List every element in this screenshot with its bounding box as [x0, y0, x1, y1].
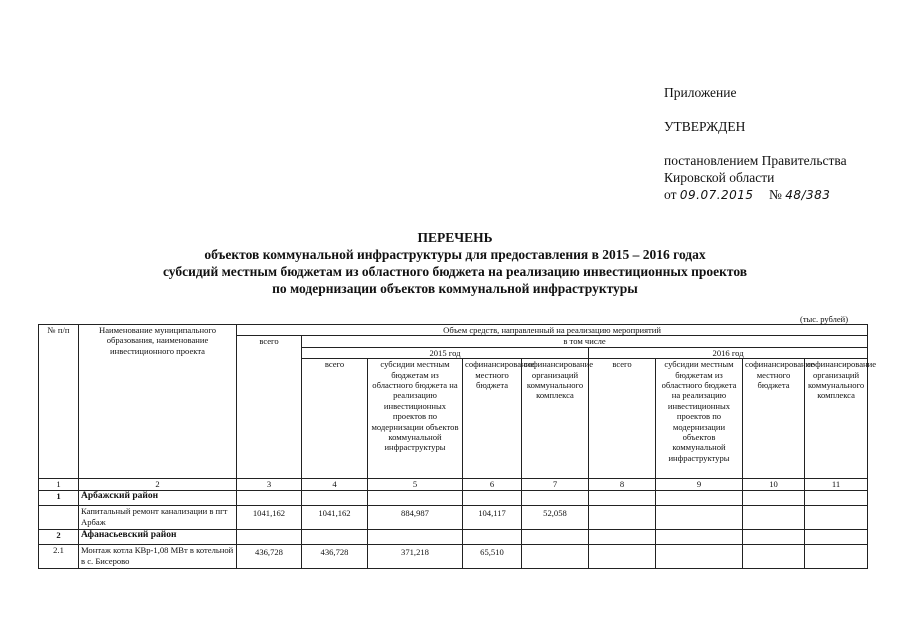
cell-2015-local: 65,510 [463, 545, 522, 569]
cell-2016-local [743, 545, 805, 569]
header-2015-local: софинансирование местного бюджета [463, 359, 522, 479]
table-row-project [39, 545, 868, 569]
cell-2016-complex [805, 545, 868, 569]
cell-2015-subsidy: 884,987 [368, 506, 463, 530]
cell-2015-total: 1041,162 [302, 506, 368, 530]
cell-2016-complex [805, 506, 868, 530]
cell-2016-total [589, 506, 656, 530]
row-num: 1 [39, 491, 79, 506]
header-row-1 [39, 325, 868, 336]
index-cell: 8 [589, 479, 656, 491]
header-2015-total: всего [302, 359, 368, 479]
table-row-district [39, 491, 868, 506]
title-line-3: по модернизации объектов коммунальной инфраструктуры [272, 281, 638, 296]
index-cell: 6 [463, 479, 522, 491]
header-2016-total: всего [589, 359, 656, 479]
cell-2016-subsidy [656, 506, 743, 530]
index-cell: 7 [522, 479, 589, 491]
index-cell: 11 [805, 479, 868, 491]
appendix-label: Приложение [664, 85, 737, 100]
header-2015-subsidy: субсидии местным бюджетам из областного бюджета на реализацию инвестиционных проектов по модернизации объектов коммунальной инфраструктуры [368, 359, 463, 479]
header-2016-subsidy: субсидии местным бюджетам из областного бюджета на реализацию инвестиционных проектов по модернизации объектов коммунальной инфраструктуры [656, 359, 743, 479]
cell-total: 1041,162 [237, 506, 302, 530]
objects-table [38, 324, 877, 569]
cell-2016-subsidy [656, 545, 743, 569]
district-name: Афанасьевский район [79, 530, 237, 545]
row-num [39, 506, 79, 530]
number-label: № [768, 187, 782, 202]
index-cell: 5 [368, 479, 463, 491]
approval-block [664, 84, 847, 204]
approved-label: УТВЕРЖДЕН [664, 119, 746, 134]
cell-total: 436,728 [237, 545, 302, 569]
cell-2015-local: 104,117 [463, 506, 522, 530]
units-note: (тыс. рублей) [800, 314, 849, 324]
header-2016-complex: софинансирование организаций коммунального комплекса [805, 359, 868, 479]
cell-2015-subsidy: 371,218 [368, 545, 463, 569]
table-row-district [39, 530, 868, 545]
project-name: Монтаж котла КВр-1,08 МВт в котельной в с. Бисерово [79, 545, 237, 569]
title-line-1: объектов коммунальной инфраструктуры для предоставления в 2015 – 2016 годах [204, 247, 706, 262]
title-heading: ПЕРЕЧЕНЬ [417, 230, 493, 245]
project-name: Капитальный ремонт канализации в пгт Арбаж [79, 506, 237, 530]
row-num: 2.1 [39, 545, 79, 569]
index-cell: 3 [237, 479, 302, 491]
title-line-2: субсидий местным бюджетам из областного бюджета на реализацию инвестиционных проектов [162, 264, 748, 279]
header-volume: Объем средств, направленный на реализацию мероприятий [237, 325, 868, 336]
index-cell: 4 [302, 479, 368, 491]
header-2015-complex: софинансирование организаций коммунального комплекса [522, 359, 589, 479]
date-prefix: от [664, 187, 677, 202]
header-including: в том числе [302, 336, 868, 347]
index-cell: 10 [743, 479, 805, 491]
document-title [40, 229, 870, 297]
index-cell: 2 [79, 479, 237, 491]
decree-line-2: Кировской области [664, 170, 775, 185]
header-year-2015: 2015 год [302, 347, 589, 358]
decree-number: 48/383 [785, 188, 831, 202]
row-num: 2 [39, 530, 79, 545]
table-row-project [39, 506, 868, 530]
cell-2015-total: 436,728 [302, 545, 368, 569]
decree-date-number [664, 186, 847, 204]
column-index-row [39, 479, 868, 491]
index-cell: 1 [39, 479, 79, 491]
header-2016-local: софинансирование местного бюджета [743, 359, 805, 479]
decree-date: 09.07.2015 [679, 188, 754, 202]
cell-2015-complex [522, 545, 589, 569]
header-name: Наименование муниципального образования, наименование инвестиционного проекта [79, 325, 237, 479]
index-cell: 9 [656, 479, 743, 491]
header-num: № п/п [39, 325, 79, 479]
header-total: всего [237, 336, 302, 479]
cell-2016-total [589, 545, 656, 569]
district-name: Арбажский район [79, 491, 237, 506]
cell-2015-complex: 52,058 [522, 506, 589, 530]
cell-2016-local [743, 506, 805, 530]
decree-line-1: постановлением Правительства [664, 153, 847, 168]
header-year-2016: 2016 год [589, 347, 868, 358]
